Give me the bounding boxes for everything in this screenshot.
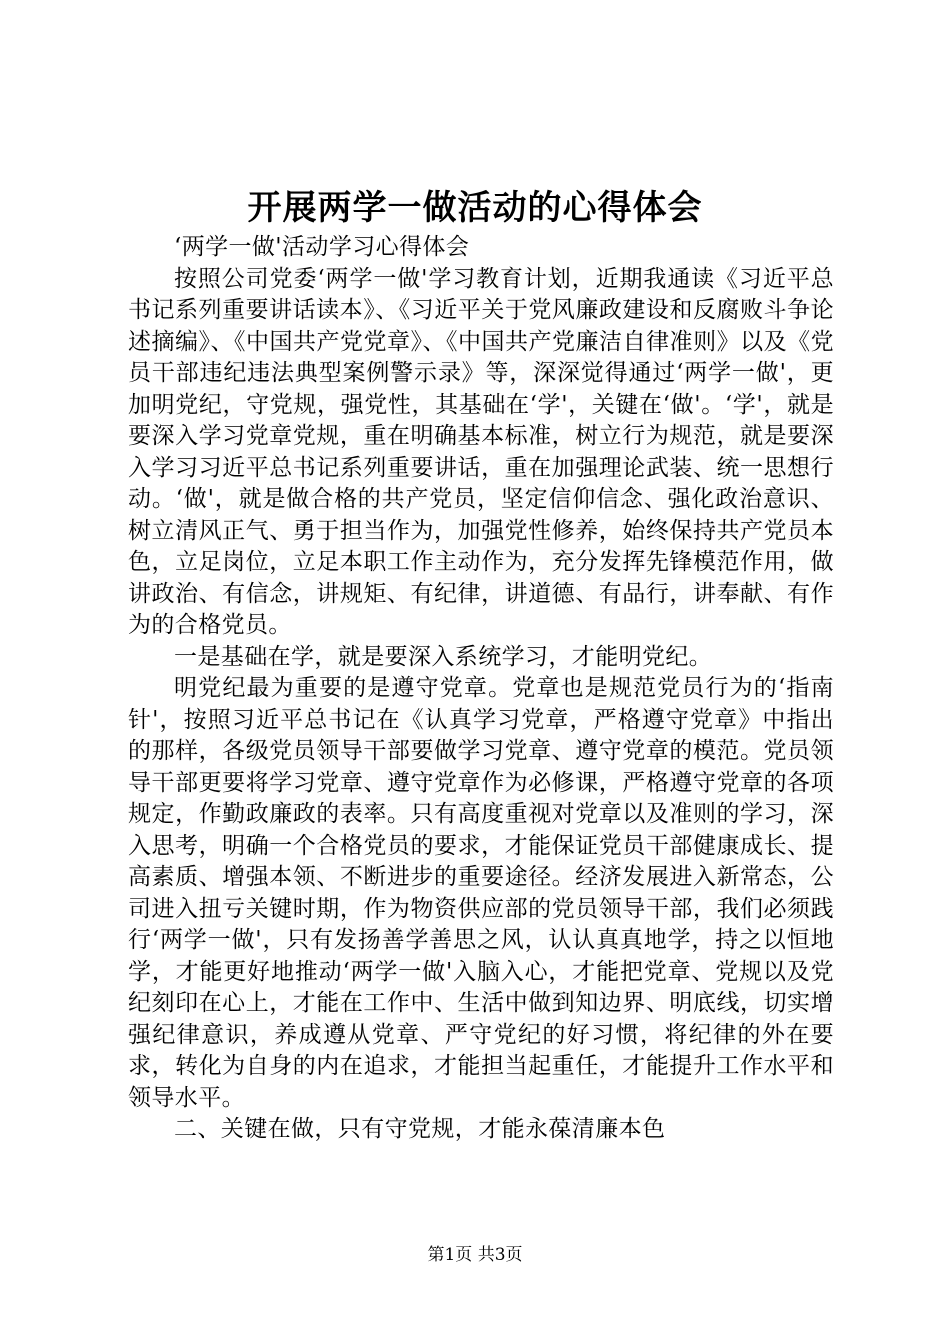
paragraph-heading-2: 二、关键在做，只有守党规，才能永葆清廉本色 — [174, 1116, 666, 1142]
paragraph-heading-1: 一是基础在学，就是要深入系统学习，才能明党纪。 — [174, 643, 713, 670]
paragraph-intro: 按照公司党委‘两学一做'学习教育计划，近期我通读《习近平总书记系列重要讲话读本》、《习近平关于党风廉政建设和反腐败斗争论述摘编》、《中国共产党党章》、《中国共产党廉洁自律准则》以及《党员干部违纪违法典型案例警示录》等，深深觉得通过‘两学一做'，更加明党纪，守党规，强党性，其基础在‘学'，关键在‘做'。‘学'，就是要深入学习党章党规，重在明确基本标准，树立行为规范，就是要深入学习习近平总书记系列重要讲话，重在加强理论武装、统一思想行动。‘做'，就是做合格的共产党员，坚定信仰信念、强化政治意识、树立清风正气、勇于担当作为，加强党性修养，始终保持共产党员本色，立足岗位，立足本职工作主动作为，充分发挥先锋模范作用，做讲政治、有信念，讲规矩、有纪律，讲道德、有品行，讲奉献、有作为的合格党员。 — [128, 265, 834, 638]
document-body — [128, 232, 834, 1146]
paragraph-subtitle: ‘两学一做'活动学习心得体会 — [174, 234, 470, 260]
document-title: 开展两学一做活动的心得体会 — [247, 188, 703, 228]
paragraph-section-1: 明党纪最为重要的是遵守党章。党章也是规范党员行为的‘指南针'，按照习近平总书记在《认真学习党章，严格遵守党章》中指出的那样，各级党员领导干部要做学习党章、遵守党章的模范。党员领导干部更要将学习党章、遵守党章作为必修课，严格遵守党章的各项规定，作勤政廉政的表率。只有高度重视对党章以及准则的学习，深入思考，明确一个合格党员的要求，才能保证党员干部健康成长、提高素质、增强本领、不断进步的重要途径。经济发展进入新常态，公司进入扭亏关键时期，作为物资供应部的党员领导干部，我们必须践行‘两学一做'，只有发扬善学善思之风，认认真真地学，持之以恒地学，才能更好地推动‘两学一做'入脑入心，才能把党章、党规以及党纪刻印在心上，才能在工作中、生活中做到知边界、明底线，切实增强纪律意识，养成遵从党章、严守党纪的好习惯，将纪律的外在要求，转化为自身的内在追求，才能担当起重任，才能提升工作水平和领导水平。 — [128, 675, 834, 1111]
page-footer: 第1页 共3页 — [427, 1245, 523, 1265]
